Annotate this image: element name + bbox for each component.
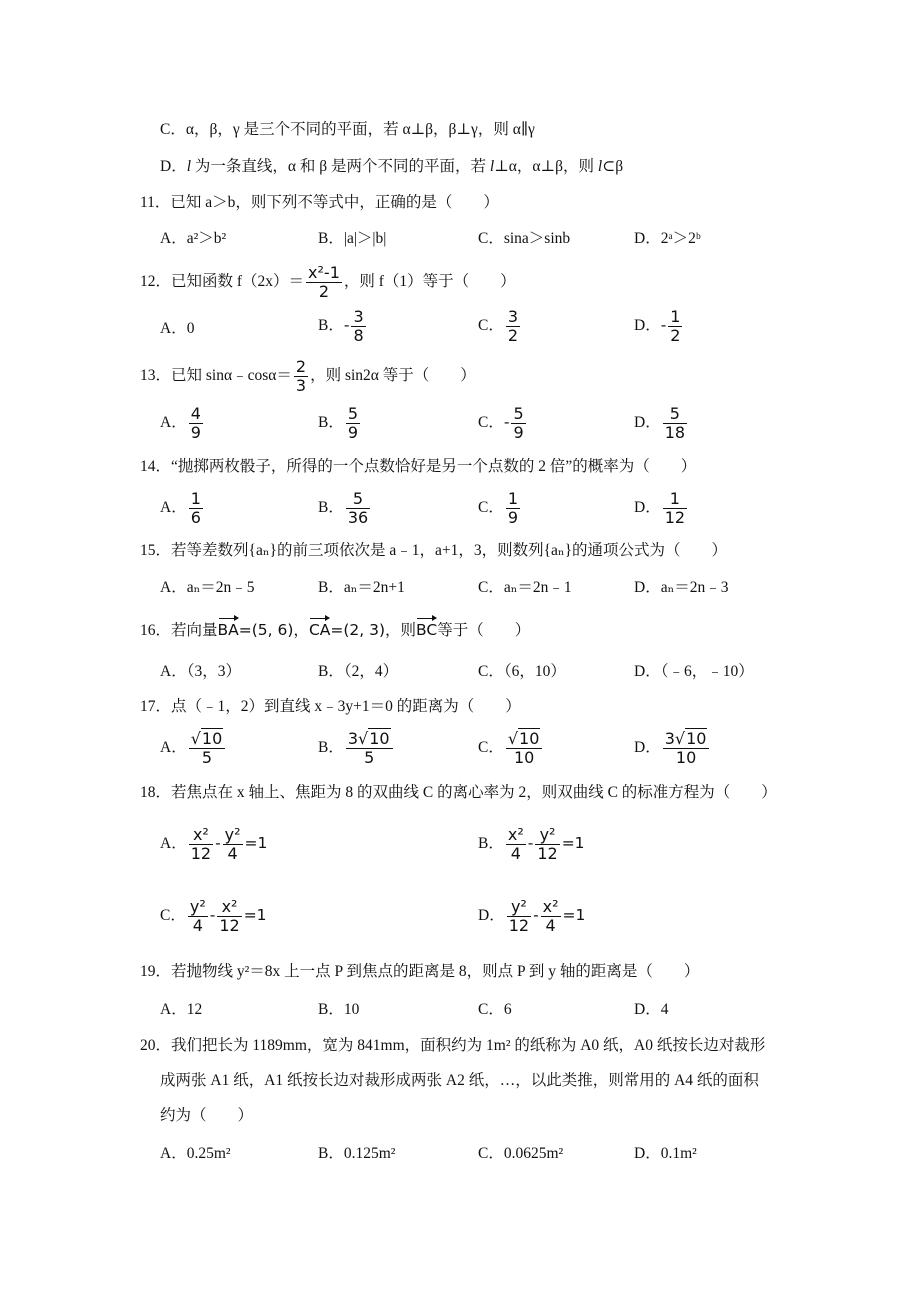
q10-d-text2: ⊥α，α⊥β，则 bbox=[494, 158, 598, 175]
frac-den: 4 bbox=[541, 916, 561, 935]
rhs: =1 bbox=[244, 834, 268, 853]
frac-den: 12 bbox=[219, 916, 240, 935]
minus-sign: - bbox=[660, 316, 667, 335]
var-l: l bbox=[489, 158, 495, 175]
q16-stem bbox=[140, 620, 530, 641]
frac-den: 4 bbox=[506, 844, 526, 863]
q16-option-c[interactable]: C．（6，10） bbox=[478, 663, 566, 680]
q13-fraction bbox=[294, 358, 308, 395]
option-label: D． bbox=[634, 414, 661, 432]
radicand: 10 bbox=[369, 729, 390, 748]
frac-den: 2 bbox=[670, 326, 681, 345]
option-label: A． bbox=[160, 739, 187, 757]
frac-num: y² bbox=[224, 825, 241, 844]
frac-num: y² bbox=[510, 897, 527, 916]
q10-d-text: 为一条直线，α 和 β 是两个不同的平面，若 bbox=[191, 158, 490, 175]
option-label: A． bbox=[160, 499, 187, 517]
frac-num: y² bbox=[539, 825, 556, 844]
option-label: A． bbox=[160, 414, 187, 432]
frac-num: x² bbox=[221, 897, 238, 916]
frac-den: 10 bbox=[663, 748, 710, 767]
q18-stem: 18．若焦点在 x 轴上、焦距为 8 的双曲线 C 的离心率为 2，则双曲线 C 的标准方程为（ ） bbox=[140, 784, 777, 801]
q16-option-a[interactable]: A．（3，3） bbox=[160, 663, 241, 680]
option-label: D． bbox=[634, 499, 661, 517]
q16-stem-post: 等于（ ） bbox=[437, 622, 531, 639]
frac-num: 5 bbox=[669, 404, 680, 423]
q11-option-d[interactable]: D．2ᵃ＞2ᵇ bbox=[634, 230, 701, 247]
q19-option-d[interactable]: D．4 bbox=[634, 1001, 669, 1018]
q10-option-c: C．α，β，γ 是三个不同的平面，若 α⊥β，β⊥γ，则 α∥γ bbox=[160, 121, 535, 138]
option-label: B． bbox=[318, 317, 344, 335]
option-label: C． bbox=[478, 414, 504, 432]
q19-option-b[interactable]: B．10 bbox=[318, 1001, 360, 1018]
frac-num: x²-1 bbox=[308, 262, 340, 282]
radicand: 10 bbox=[201, 729, 223, 748]
var-l: l bbox=[597, 158, 603, 175]
frac-den: 4 bbox=[223, 844, 243, 863]
q19-option-a[interactable]: A．12 bbox=[160, 1001, 203, 1018]
q20-option-a[interactable]: A．0.25m² bbox=[160, 1145, 231, 1162]
frac-num: 1 bbox=[507, 489, 519, 508]
q15-stem: 15．若等差数列{aₙ}的前三项依次是 a﹣1，a+1，3，则数列{aₙ}的通项公式为（ ） bbox=[140, 542, 728, 559]
q19-option-c[interactable]: C．6 bbox=[478, 1001, 512, 1018]
frac-num: 4 bbox=[190, 404, 201, 423]
q10-option-d: D．l 为一条直线，α 和 β 是两个不同的平面，若 l⊥α，α⊥β，则 l⊂β bbox=[160, 158, 624, 175]
frac-num: 3 bbox=[353, 307, 364, 326]
option-label: D． bbox=[478, 907, 505, 925]
frac-num: 5 bbox=[347, 404, 359, 423]
q12-option-d[interactable] bbox=[634, 308, 684, 345]
q13-stem-post: ，则 sin2α 等于（ ） bbox=[310, 367, 476, 384]
frac-num: 2 bbox=[295, 356, 307, 376]
minus-sign: - bbox=[503, 413, 510, 432]
frac-den: 12 bbox=[190, 844, 212, 863]
vector-ca-value: =(2, 3)，则 bbox=[330, 621, 417, 639]
q15-option-c[interactable]: C．aₙ＝2n﹣1 bbox=[478, 579, 572, 596]
frac-den: 12 bbox=[508, 916, 530, 935]
frac-num: 1 bbox=[190, 489, 201, 508]
q15-option-b[interactable]: B．aₙ＝2n+1 bbox=[318, 579, 405, 596]
q13-option-c[interactable] bbox=[478, 405, 528, 442]
q13-stem bbox=[140, 356, 476, 396]
q12-fraction bbox=[306, 264, 342, 301]
q14-option-b[interactable] bbox=[318, 490, 372, 527]
q18-option-b[interactable]: B． $\frac{\text{x²}}{4}$ - $\frac{\text{y²}}{12}$ =1 bbox=[478, 825, 585, 863]
option-label: B． bbox=[318, 739, 344, 757]
frac-den: 2 bbox=[306, 282, 342, 301]
frac-den: 18 bbox=[664, 423, 686, 442]
rhs: =1 bbox=[561, 834, 585, 853]
frac-num: 5 bbox=[352, 489, 364, 508]
rhs: =1 bbox=[243, 906, 267, 925]
q12-stem-post: ，则 f（1）等于（ ） bbox=[343, 273, 516, 290]
q14-stem: 14．“抛掷两枚骰子，所得的一个点数恰好是另一个点数的 2 倍”的概率为（ ） bbox=[140, 458, 697, 475]
frac-den: 5 bbox=[189, 748, 226, 767]
frac-den: 9 bbox=[190, 423, 201, 442]
q18-option-a[interactable]: A． $\frac{\text{x²}}{12}$ - $\frac{\text{y²}}{4}$ =1 bbox=[160, 825, 268, 863]
q17-option-a[interactable]: A． $\frac{√10}{5}$ bbox=[160, 730, 227, 767]
frac-den: 9 bbox=[507, 508, 519, 527]
q12-option-b[interactable] bbox=[318, 308, 368, 345]
option-label: D． bbox=[634, 317, 661, 335]
var-l: l bbox=[186, 158, 192, 175]
frac-den: 10 bbox=[506, 748, 543, 767]
q10-d-end: ⊂β bbox=[602, 158, 624, 175]
vector-ba: BA bbox=[217, 621, 239, 639]
frac-den: 2 bbox=[507, 326, 519, 345]
radicand: 10 bbox=[519, 729, 540, 748]
q20-stem-line2: 成两张 A1 纸，A1 纸按长边对裁形成两张 A2 纸，…，以此类推，则常用的 A4 纸的面积 bbox=[160, 1072, 759, 1089]
frac-num: 3 bbox=[507, 307, 519, 326]
q11-option-c[interactable]: C．sina＞sinb bbox=[478, 230, 571, 247]
q17-stem: 17．点（﹣1，2）到直线 x﹣3y+1＝0 的距离为（ ） bbox=[140, 698, 521, 715]
q16-option-b[interactable]: B．（2，4） bbox=[318, 663, 399, 680]
frac-num: 5 bbox=[513, 404, 524, 423]
q11-stem: 11．已知 a＞b，则下列不等式中，正确的是（ ） bbox=[140, 194, 499, 211]
q19-stem: 19．若抛物线 y²＝8x 上一点 P 到焦点的距离是 8，则点 P 到 y 轴的距离是（ ） bbox=[140, 963, 700, 980]
q17-option-d[interactable]: D． $\frac{3√10}{10}$ bbox=[634, 730, 711, 767]
q20-stem-line1: 20．我们把长为 1189mm，宽为 841mm，面积约为 1m² 的纸称为 A0 纸，A0 纸按长边对裁形 bbox=[140, 1037, 766, 1054]
q13-option-a[interactable] bbox=[160, 405, 205, 442]
q13-option-d[interactable] bbox=[634, 405, 689, 442]
option-label: C． bbox=[478, 499, 504, 517]
frac-den: 6 bbox=[190, 508, 201, 527]
option-label: C． bbox=[478, 739, 504, 757]
option-label: B． bbox=[318, 499, 344, 517]
q11-option-b[interactable]: B．|a|＞|b| bbox=[318, 230, 387, 247]
q14-option-a[interactable] bbox=[160, 490, 205, 527]
q17-option-c[interactable]: C． $\frac{√10}{10}$ bbox=[478, 730, 544, 767]
q13-option-b[interactable] bbox=[318, 405, 362, 442]
q20-option-b[interactable]: B．0.125m² bbox=[318, 1145, 396, 1162]
option-label: A． bbox=[160, 835, 187, 853]
vector-ba-value: =(5, 6)， bbox=[238, 621, 309, 639]
option-value: 0 bbox=[186, 320, 195, 337]
frac-den: 5 bbox=[346, 748, 393, 767]
frac-num: 1 bbox=[669, 489, 680, 508]
q16-option-d[interactable]: D．（﹣6，﹣10） bbox=[634, 663, 754, 680]
frac-den: 8 bbox=[353, 326, 364, 345]
frac-den: 36 bbox=[347, 508, 369, 527]
option-label: C． bbox=[160, 907, 186, 925]
frac-num: x² bbox=[507, 825, 524, 844]
q18-option-c[interactable]: C． $\frac{\text{y²}}{4}$ - $\frac{\text{x²}}{12}$ =1 bbox=[160, 897, 267, 935]
frac-den: 9 bbox=[513, 423, 524, 442]
q12-stem-pre: 12．已知函数 f（2x）＝ bbox=[140, 273, 305, 290]
vector-bc: BC bbox=[416, 621, 438, 639]
rhs: =1 bbox=[562, 906, 586, 925]
option-label: C． bbox=[478, 317, 504, 335]
q18-option-d[interactable]: D． $\frac{\text{y²}}{12}$ - $\frac{\text{x²}}{4}$ =1 bbox=[478, 897, 586, 935]
frac-den: 4 bbox=[188, 916, 208, 935]
option-label: D． bbox=[634, 739, 661, 757]
option-label: B． bbox=[318, 414, 344, 432]
q15-option-a[interactable]: A．aₙ＝2n﹣5 bbox=[160, 579, 255, 596]
q12-stem bbox=[140, 262, 516, 302]
option-label: A． bbox=[160, 320, 187, 337]
frac-den: 3 bbox=[295, 375, 307, 395]
coef: 3 bbox=[347, 729, 359, 748]
q20-option-d[interactable]: D．0.1m² bbox=[634, 1145, 697, 1162]
frac-num: y² bbox=[189, 897, 206, 916]
vector-ca: CA bbox=[308, 621, 331, 639]
q13-stem-pre: 13．已知 sinα﹣cosα＝ bbox=[140, 367, 292, 384]
q11-option-a[interactable]: A．a²＞b² bbox=[160, 230, 227, 247]
frac-den: 12 bbox=[664, 508, 686, 527]
option-label: B． bbox=[478, 835, 504, 853]
coef: 3 bbox=[664, 729, 675, 748]
frac-num: 1 bbox=[670, 307, 681, 326]
q17-option-b[interactable]: B． $\frac{3√10}{5}$ bbox=[318, 730, 395, 767]
q16-stem-pre: 16．若向量 bbox=[140, 622, 218, 639]
minus-sign: - bbox=[343, 316, 350, 335]
q15-option-d[interactable]: D．aₙ＝2n﹣3 bbox=[634, 579, 729, 596]
frac-den: 12 bbox=[537, 844, 558, 863]
radicand: 10 bbox=[686, 729, 707, 748]
q20-option-c[interactable]: C．0.0625m² bbox=[478, 1145, 564, 1162]
frac-num: x² bbox=[542, 897, 559, 916]
q12-option-a[interactable] bbox=[160, 319, 194, 339]
q14-option-d[interactable] bbox=[634, 490, 689, 527]
q12-option-c[interactable] bbox=[478, 308, 522, 345]
q14-option-c[interactable] bbox=[478, 490, 522, 527]
q20-stem-line3: 约为（ ） bbox=[160, 1107, 254, 1124]
frac-num: x² bbox=[192, 825, 209, 844]
frac-den: 9 bbox=[347, 423, 359, 442]
